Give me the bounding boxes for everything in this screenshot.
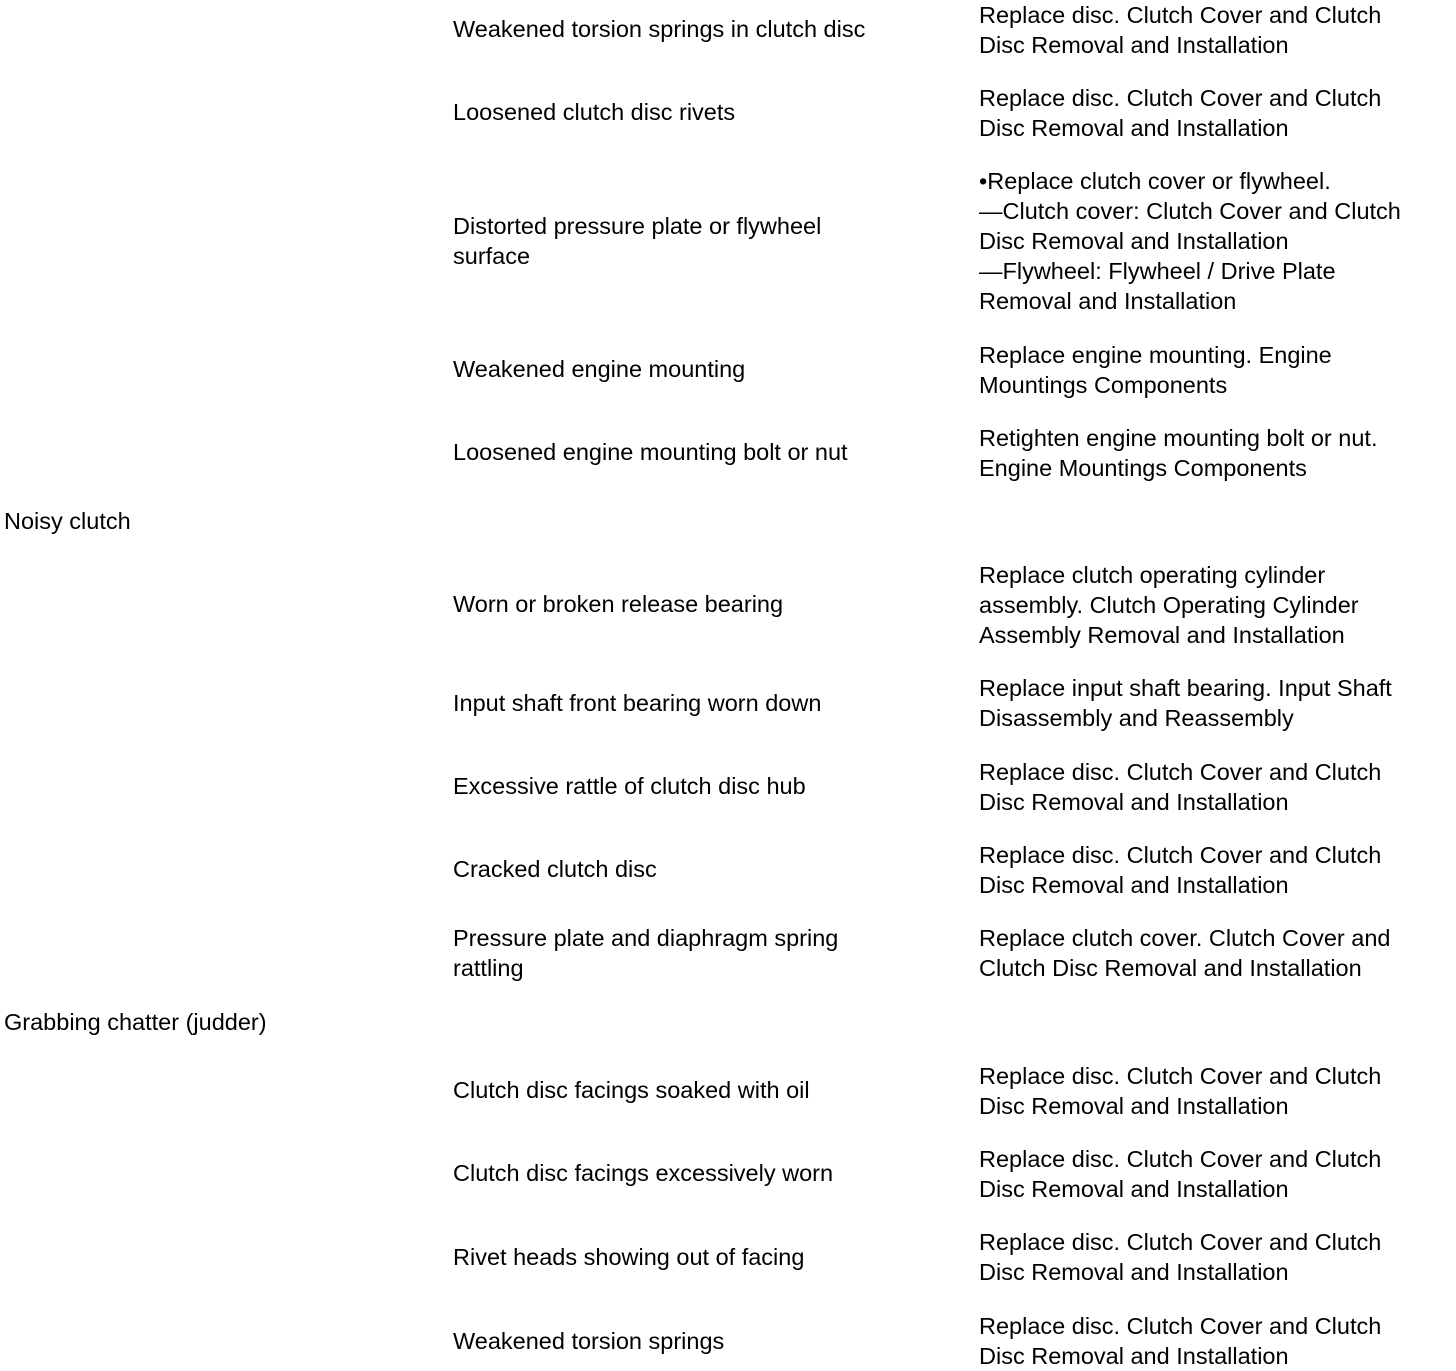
cause-cell: Excessive rattle of clutch disc hub [453,773,806,799]
remedy-cell: Replace disc. Clutch Cover and Clutch Disc Removal and Installation [979,1229,1382,1285]
cause-cell: Clutch disc facings excessively worn [453,1160,834,1186]
cause-cell: Input shaft front bearing worn down [453,690,822,716]
cause-cell: Cracked clutch disc [453,856,657,882]
cause-cell: Pressure plate and diaphragm spring rattling [453,925,839,981]
cause-cell: Weakened torsion springs [453,1328,725,1354]
cause-cell: Distorted pressure plate or flywheel surface [453,213,822,269]
remedy-cell: Replace input shaft bearing. Input Shaft Disassembly and Reassembly [979,675,1392,731]
cause-cell: Weakened engine mounting [453,356,746,382]
symptom-heading: Noisy clutch [4,508,131,534]
remedy-cell: Replace clutch cover. Clutch Cover and Clutch Disc Removal and Installation [979,925,1391,981]
remedy-cell: Replace disc. Clutch Cover and Clutch Disc Removal and Installation [979,842,1382,898]
cause-cell: Loosened clutch disc rivets [453,99,736,125]
remedy-cell: Replace clutch operating cylinder assembly. Clutch Operating Cylinder Assembly Removal and Installation [979,562,1359,648]
remedy-cell: Replace disc. Clutch Cover and Clutch Disc Removal and Installation [979,1146,1382,1202]
symptom-heading: Grabbing chatter (judder) [4,1009,267,1035]
remedy-cell: Retighten engine mounting bolt or nut. Engine Mountings Components [979,425,1378,481]
remedy-cell: Replace disc. Clutch Cover and Clutch Disc Removal and Installation [979,2,1382,58]
remedy-cell: Replace disc. Clutch Cover and Clutch Disc Removal and Installation [979,1313,1382,1369]
remedy-cell: Replace disc. Clutch Cover and Clutch Disc Removal and Installation [979,1063,1382,1119]
remedy-cell: •Replace clutch cover or flywheel. —Clutch cover: Clutch Cover and Clutch Disc Removal and Installation —Flywheel: Flywheel / Drive Plate Removal and Installation [979,168,1401,314]
remedy-cell: Replace engine mounting. Engine Mountings Components [979,342,1332,398]
remedy-cell: Replace disc. Clutch Cover and Clutch Disc Removal and Installation [979,85,1382,141]
cause-cell: Loosened engine mounting bolt or nut [453,439,848,465]
cause-cell: Weakened torsion springs in clutch disc [453,16,866,42]
cause-cell: Clutch disc facings soaked with oil [453,1077,810,1103]
cause-cell: Rivet heads showing out of facing [453,1244,805,1270]
remedy-cell: Replace disc. Clutch Cover and Clutch Disc Removal and Installation [979,759,1382,815]
cause-cell: Worn or broken release bearing [453,591,784,617]
